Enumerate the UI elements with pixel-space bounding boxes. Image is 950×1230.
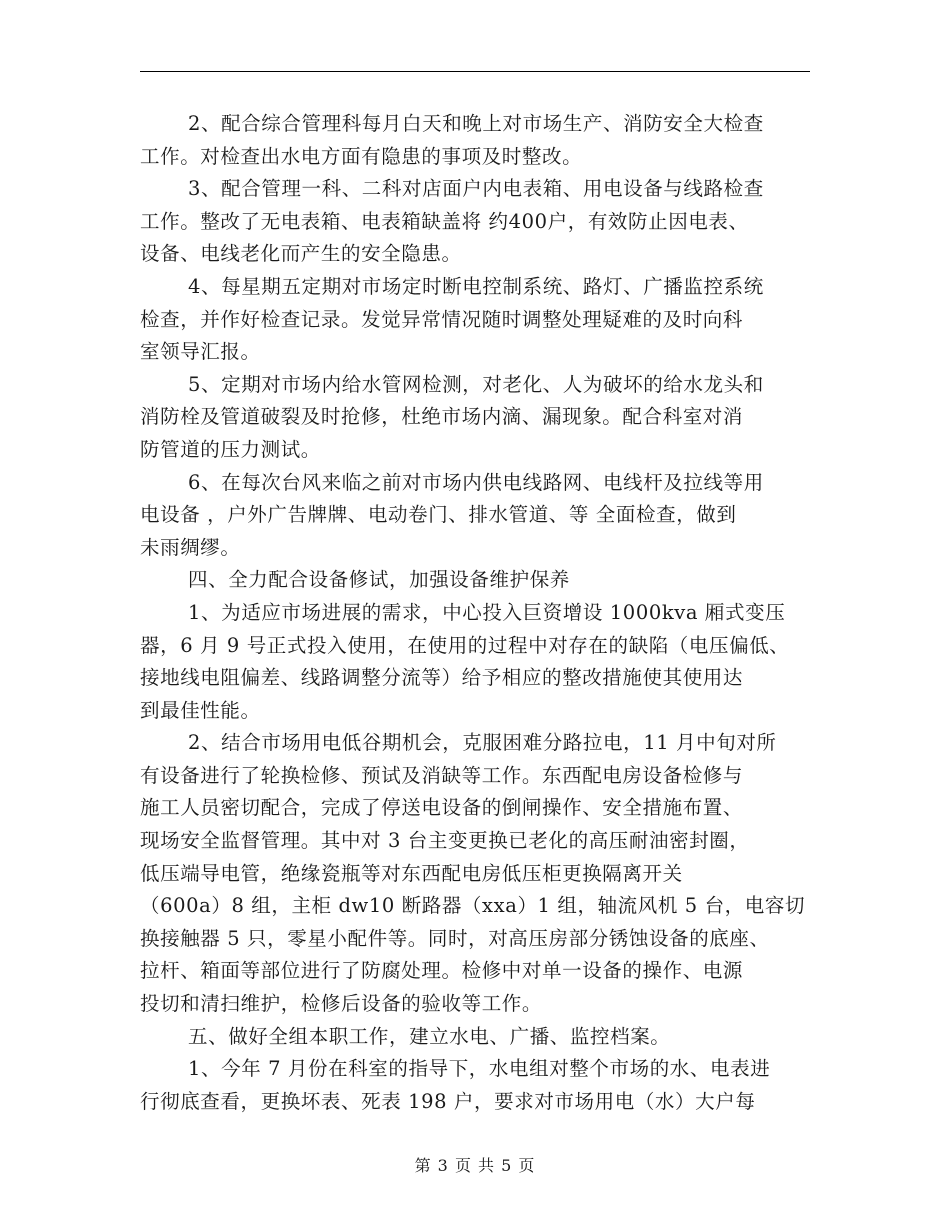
text-line: 消防栓及管道破裂及时抢修，杜绝市场内滴、漏现象。配合科室对消	[140, 405, 744, 429]
text-line: 2、结合市场用电低谷期机会，克服困难分路拉电，11 月中旬对所	[188, 731, 777, 755]
text-line: 拉杆、箱面等部位进行了防腐处理。检修中对单一设备的操作、电源	[140, 959, 744, 983]
text-line: 五、做好全组本职工作，建立水电、广播、监控档案。	[188, 1024, 671, 1048]
text-line: 1、为适应市场进展的需求，中心投入巨资增设 1000kva 厢式变压	[188, 600, 786, 624]
text-line: 3、配合管理一科、二科对店面户内电表箱、用电设备与线路检查	[188, 177, 764, 201]
text-line: 未雨绸缪。	[140, 535, 241, 559]
header-rule	[140, 71, 810, 72]
text-line: 接地线电阻偏差、线路调整分流等）给予相应的整改措施使其使用达	[140, 666, 744, 690]
text-line: 5、定期对市场内给水管网检测，对老化、人为破坏的给水龙头和	[188, 372, 764, 396]
text-line: 工作。整改了无电表箱、电表箱缺盖将 约400户，有效防止因电表、	[140, 209, 749, 233]
text-line: 工作。对检查出水电方面有隐患的事项及时整改。	[140, 144, 583, 168]
text-line: 室领导汇报。	[140, 340, 261, 364]
text-line: 4、每星期五定期对市场定时断电控制系统、路灯、广播监控系统	[188, 274, 764, 298]
text-line: 现场安全监督管理。其中对 3 台主变更换已老化的高压耐油密封圈，	[140, 829, 750, 853]
text-line: 器，6 月 9 号正式投入使用，在使用的过程中对存在的缺陷（电压偏低、	[140, 633, 790, 657]
text-line: 低压端导电管，绝缘瓷瓶等对东西配电房低压柜更换隔离开关	[140, 861, 683, 885]
text-line: 检查，并作好检查记录。发觉异常情况随时调整处理疑难的及时向科	[140, 307, 744, 331]
document-body	[140, 108, 830, 1118]
text-line: 2、配合综合管理科每月白天和晚上对市场生产、消防安全大检查	[188, 112, 764, 135]
text-line: 6、在每次台风来临之前对市场内供电线路网、电线杆及拉线等用	[188, 470, 764, 494]
text-line: （600a）8 组，主柜 dw10 断路器（xxa）1 组，轴流风机 5 台，电容切	[140, 894, 806, 918]
text-line: 四、全力配合设备修试，加强设备维护保养	[188, 568, 570, 592]
text-line: 投切和清扫维护，检修后设备的验收等工作。	[140, 992, 543, 1016]
text-line: 电设备 ，户外广告牌牌、电动卷门、排水管道、等 全面检查，做到	[140, 503, 737, 527]
page-footer: 第 3 页 共 5 页	[414, 1156, 536, 1175]
text-line: 施工人员密切配合，完成了停送电设备的倒闸操作、安全措施布置、	[140, 796, 744, 820]
text-line: 有设备进行了轮换检修、预试及消缺等工作。东西配电房设备检修与	[140, 763, 744, 787]
text-line: 设备、电线老化而产生的安全隐患。	[140, 242, 462, 266]
text-line: 换接触器 5 只，零星小配件等。同时，对高压房部分锈蚀设备的底座、	[140, 926, 770, 950]
text-line: 到最佳性能。	[140, 698, 261, 722]
text-line: 防管道的压力测试。	[140, 437, 321, 461]
text-line: 行彻底查看，更换坏表、死表 198 户，要求对市场用电（水）大户每	[140, 1089, 756, 1113]
text-line: 1、今年 7 月份在科室的指导下，水电组对整个市场的水、电表进	[188, 1057, 771, 1081]
